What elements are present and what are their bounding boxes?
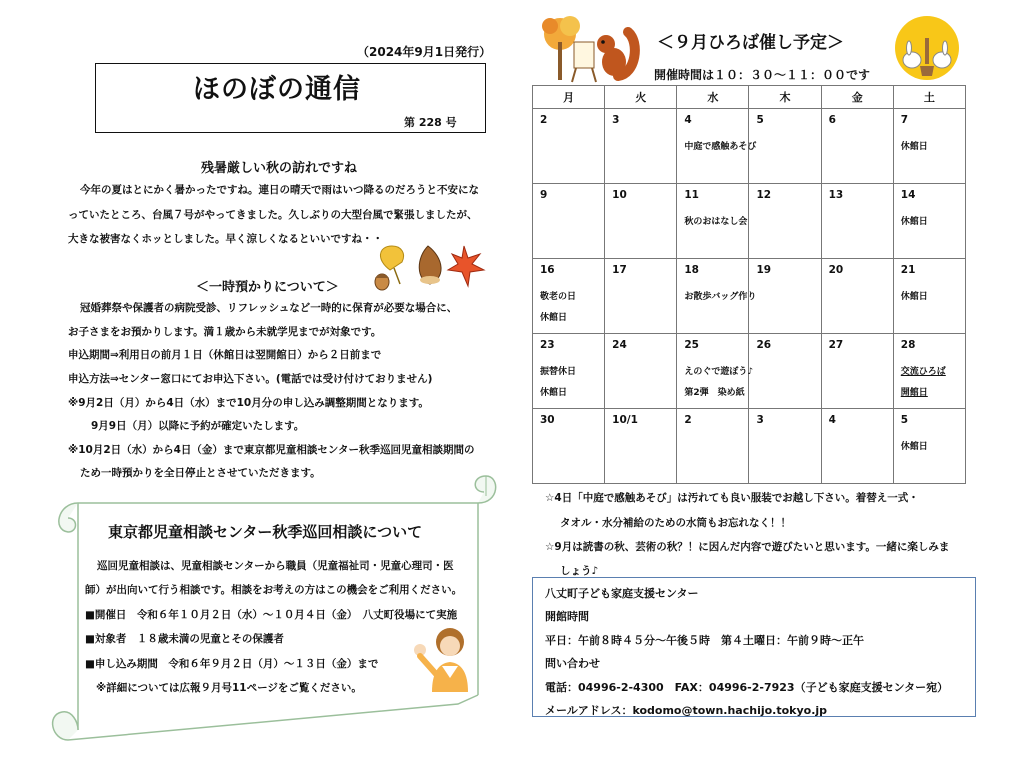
- weekday-header: 火: [605, 86, 677, 109]
- intro-heading: 残暑厳しい秋の訪れですね: [201, 161, 358, 176]
- center-hours: 平日：午前８時４５分～午後５時 第４土曜日：午前９時～正午: [545, 634, 864, 647]
- calendar-day-number: 13: [828, 189, 844, 201]
- calendar-day-cell: [605, 259, 677, 334]
- note-line: ☆9月は読書の秋、芸術の秋？！に因んだ内容で遊びたいと思います。一緒に楽しみま: [545, 541, 950, 553]
- calendar-event: 第2弾 染め紙: [684, 388, 745, 398]
- consultation-line: ※詳細については広報９月号11ページをご覧ください。: [96, 682, 362, 694]
- calendar-day-cell: [605, 109, 677, 184]
- care-line: ※9月2日（月）から4日（水）まで10月分の申し込み調整期間となります。: [68, 397, 429, 409]
- calendar-event: えのぐで遊ぼう♪: [684, 367, 754, 377]
- center-phone: 電話：04996-2-4300 FAX：04996-2-7923（子ども家庭支援センター宛）: [545, 681, 949, 694]
- calendar-day-cell: [677, 334, 754, 409]
- calendar-day-number: 5: [900, 414, 909, 426]
- staff-illustration: [412, 622, 476, 694]
- weekday-header: 土: [893, 86, 965, 109]
- events-calendar: [532, 85, 966, 484]
- care-line: 9月9日（月）以降に予約が確定いたします。: [91, 420, 305, 432]
- calendar-day-cell: [821, 184, 893, 259]
- intro-line: 今年の夏はとにかく暑かったですね。連日の晴天で雨はいつ降るのだろうと不安にな: [80, 184, 479, 196]
- chestnut-icon: [419, 246, 441, 284]
- calendar-day-number: 3: [756, 414, 764, 426]
- care-line: お子さまをお預かりします。満１歳から未就学児までが対象です。: [68, 326, 382, 338]
- acorn-icon: [375, 274, 389, 290]
- calendar-day-cell: [605, 334, 677, 409]
- newsletter-title: ほのぼの通信: [193, 74, 361, 105]
- calendar-week: [533, 109, 966, 184]
- calendar-day-cell: [893, 259, 965, 334]
- calendar-event: 振替休日: [540, 367, 577, 377]
- weekday-header: 水: [677, 86, 749, 109]
- consultation-line: 師）が出向いて行う相談です。相談をお考えの方はこの機会をご利用ください。: [85, 584, 463, 596]
- calendar-day-number: 23: [540, 339, 555, 351]
- maple-leaf-icon: [448, 246, 484, 286]
- calendar-event: 秋のおはなし会: [684, 217, 748, 227]
- calendar-day-number: 3: [612, 114, 620, 126]
- note-line: タオル・水分補給のための水筒もお忘れなく！！: [560, 517, 791, 529]
- calendar-day-number: 24: [612, 339, 627, 351]
- intro-line: 大きな被害なくホッとしました。早く涼しくなるといいですね・・: [68, 233, 383, 245]
- calendar-day-number: 10/1: [612, 414, 638, 426]
- consultation-line: ■開催日 令和６年１０月２日（水）～１０月４日（金） 八丈町役場にて実施: [85, 609, 458, 621]
- calendar-week: [533, 184, 966, 259]
- consultation-line: ■申し込み期間 令和６年９月２日（月）～１３日（金）まで: [85, 658, 379, 670]
- calendar-day-number: 14: [900, 189, 916, 201]
- consultation-title: 東京都児童相談センター秋季巡回相談について: [108, 523, 423, 541]
- calendar-day-number: 25: [684, 339, 699, 351]
- calendar-day-number: 11: [684, 189, 699, 201]
- calendar-day-number: 2: [684, 414, 692, 426]
- calendar-day-cell: [749, 259, 821, 334]
- calendar-day-number: 21: [900, 264, 916, 276]
- calendar-day-number: 9: [540, 189, 548, 201]
- temporary-care-heading: ＜一時預かりについて＞: [196, 280, 339, 295]
- calendar-event: お散歩バッグ作り: [684, 292, 757, 302]
- events-hours: 開催時間は１０：３０～１１：００です: [654, 68, 871, 82]
- calendar-day-cell: [749, 409, 821, 484]
- calendar-day-number: 6: [828, 114, 836, 126]
- calendar-day-cell: [533, 184, 605, 259]
- calendar-week: [533, 409, 966, 484]
- calendar-event: 休館日: [900, 217, 928, 227]
- calendar-day-number: 4: [684, 114, 692, 126]
- calendar-event: 敬老の日: [540, 292, 577, 302]
- care-line: 申込期間⇒利用日の前月１日（休館日は翌開館日）から２日前まで: [68, 349, 382, 361]
- center-hours-label: 開館時間: [545, 610, 589, 623]
- issue-date: （2024年9月1日発行）: [357, 45, 492, 59]
- center-name: 八丈町子ども家庭支援センター: [545, 587, 699, 600]
- calendar-day-cell: [749, 184, 821, 259]
- calendar-day-number: 30: [540, 414, 555, 426]
- calendar-event: 休館日: [900, 442, 928, 452]
- calendar-day-number: 2: [540, 114, 548, 126]
- calendar-day-cell: [749, 334, 821, 409]
- calendar-day-number: 17: [612, 264, 627, 276]
- calendar-event: 休館日: [900, 142, 928, 152]
- center-email: メールアドレス：kodomo@town.hachijo.tokyo.jp: [545, 704, 828, 717]
- autumn-leaves-illustration: [372, 240, 490, 292]
- calendar-day-cell: [605, 184, 677, 259]
- calendar-event: 休館日: [540, 313, 568, 323]
- intro-line: っていたところ、台風７号がやってきました。久しぶりの大型台風で緊張しましたが、: [68, 209, 478, 221]
- care-line: ※10月2日（水）から4日（金）まで東京都児童相談センター秋季巡回児童相談期間の: [68, 444, 475, 456]
- calendar-day-cell: [821, 259, 893, 334]
- calendar-day-cell: [893, 184, 965, 259]
- calendar-day-number: 18: [684, 264, 699, 276]
- care-line: ため一時預かりを全日停止とさせていただきます。: [80, 467, 321, 479]
- moon-rabbits-illustration: [892, 14, 962, 82]
- calendar-event: 中庭で感触あそび: [684, 142, 757, 152]
- calendar-day-cell: [893, 109, 965, 184]
- calendar-day-cell: [821, 109, 893, 184]
- calendar-day-cell: [533, 409, 605, 484]
- weekday-header: 木: [749, 86, 821, 109]
- calendar-day-number: 26: [756, 339, 772, 351]
- calendar-day-cell: [677, 259, 757, 334]
- consultation-line: 巡回児童相談は、児童相談センターから職員（児童福祉司・児童心理司・医: [97, 560, 454, 572]
- calendar-event: 開館日: [900, 388, 928, 398]
- weekday-header: 金: [821, 86, 893, 109]
- calendar-day-cell: [749, 109, 821, 184]
- consultation-line: ■対象者 １８歳未満の児童とその保護者: [85, 633, 284, 645]
- calendar-day-cell: [533, 259, 605, 334]
- calendar-day-cell: [893, 409, 965, 484]
- care-line: 申込方法⇒センター窓口にてお申込下さい。(電話では受け付けておりません): [68, 373, 433, 385]
- calendar-day-number: 4: [828, 414, 836, 426]
- calendar-day-cell: [677, 109, 757, 184]
- calendar-event: 休館日: [900, 292, 928, 302]
- calendar-day-cell: [605, 409, 677, 484]
- issue-number: 第 228 号: [404, 116, 457, 129]
- calendar-day-number: 16: [540, 264, 555, 276]
- calendar-day-number: 19: [756, 264, 772, 276]
- calendar-day-cell: [533, 109, 605, 184]
- calendar-week: [533, 334, 966, 409]
- note-line: しょう♪: [560, 565, 599, 577]
- calendar-day-number: 27: [828, 339, 844, 351]
- squirrel-illustration: [540, 12, 640, 84]
- calendar-day-cell: [821, 334, 893, 409]
- calendar-day-cell: [821, 409, 893, 484]
- events-title: ＜９月ひろば催し予定＞: [657, 33, 844, 53]
- calendar-day-cell: [677, 409, 749, 484]
- calendar-day-cell: [893, 334, 965, 409]
- weekday-header: 月: [533, 86, 605, 109]
- center-contact-label: 問い合わせ: [545, 657, 600, 670]
- calendar-event: 休館日: [540, 388, 568, 398]
- calendar-week: [533, 259, 966, 334]
- care-line: 冠婚葬祭や保護者の病院受診、リフレッシュなど一時的に保育が必要な場合に、: [80, 302, 458, 314]
- note-line: ☆4日「中庭で感触あそび」は汚れても良い服装でお越し下さい。着替え一式・: [545, 492, 919, 504]
- calendar-day-number: 20: [828, 264, 844, 276]
- calendar-day-number: 12: [756, 189, 772, 201]
- calendar-event: 交流ひろば: [900, 367, 946, 377]
- calendar-day-cell: [533, 334, 605, 409]
- calendar-day-number: 5: [756, 114, 764, 126]
- calendar-day-number: 10: [612, 189, 627, 201]
- calendar-day-number: 7: [900, 114, 909, 126]
- calendar-day-cell: [677, 184, 749, 259]
- calendar-day-number: 28: [900, 339, 916, 351]
